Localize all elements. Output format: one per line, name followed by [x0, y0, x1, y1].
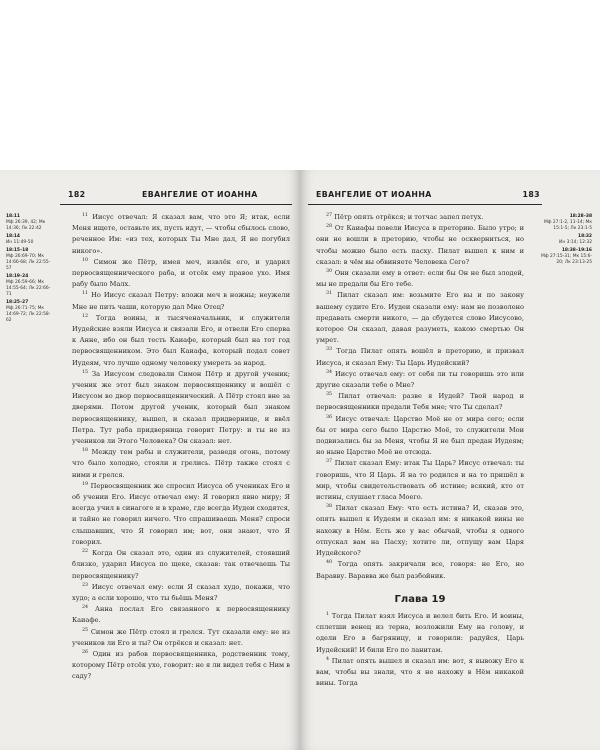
verse-paragraph: $^{19}$ Первосвященник же спросил Иисуса об учениках Его и об учении Его. Иисус отвечал ему: Я говорил явно миру; Я всегда учил в синагоге и в храме, где всегда Иудеи сходятся, и тайно не говорил ничего. Что спрашиваешь Меня? спроси слышавших, что Я говорил им; вот, они знают, что Я говорил. [72, 481, 290, 546]
right-main-text [316, 212, 524, 689]
margin-ref: 18:19–24 Мф 26:59-66; Мк 14:55-64; Лк 22:66-71 [6, 274, 51, 297]
verse-paragraph: $^1$ Тогда Пилат взял Иисуса и велел бить Его. И воины, сплетши венец из терна, возложили Ему на голову, и одели Его в багряницу, и говорили: радуйся, Царь Иудейский! И били Его по ланитам. [316, 611, 524, 654]
verse-paragraph: $^{24}$ Анна послал Его связанного к первосвященнику Каиафе. [72, 604, 290, 625]
right-header-rule [308, 204, 542, 205]
margin-ref: 18:25–27 Мф 26:71-75; Мк 14:69-72; Лк 22:58-62 [6, 300, 51, 323]
verse-paragraph: $^{15}$ За Иисусом следовали Симон Пётр и другой ученик; ученик же этот был знаком первосвященнику и вошёл с Иисусом во двор первосвященнический. А Пётр стоял вне за дверями. Потом другой ученик, который был знаком первосвященнику, вышел, и сказал придвернице, и ввёл Петра. Тут раба придверница говорит Петру: и ты не из учеников ли Этого Человека? Он сказал: нет. [72, 369, 290, 446]
margin-ref: 18:15–18 Мф 26:69-70; Мк 14:66-68; Лк 22:55-57 [6, 248, 51, 271]
verse-paragraph: $^{11}$ Но Иисус сказал Петру: вложи меч в ножны; неужели Мне не пить чаши, которую дал Мне Отец? [72, 291, 290, 311]
verse-paragraph: $^{18}$ Между тем рабы и служители, разведя огонь, потому что было холодно, стояли и грелись. Пётр также стоял с ними и грелся. [72, 448, 290, 479]
verse-paragraph: $^{38}$ Пилат сказал Ему: что есть истина? И, сказав это, опять вышел к Иудеям и сказал им: я никакой вины не нахожу в Нём. Есть же у вас обычай, чтобы я одного отпускал вам на Пасху; хотите ли, отпущу вам Царя Иудейского? [316, 504, 524, 558]
verse-paragraph: $^{40}$ Тогда опять закричали все, говоря: не Его, но Варавву. Варавва же был разбойник. [316, 560, 524, 580]
verse-paragraph: $^{31}$ Пилат сказал им: возьмите Его вы и по закону вашему судите Его. Иудеи сказали ему: нам не позволено предавать смерти никого, — да сбудется слово Иисусово, которое Он сказал, давая разуметь, какою смертью Он умрет. [316, 291, 524, 345]
right-running-title: ЕВАНГЕЛИЕ ОТ ИОАННА [316, 190, 432, 199]
verse-paragraph: $^{33}$ Тогда Пилат опять вошёл в преторию, и призвал Иисуса, и сказал Ему: Ты Царь Иудейский? [316, 347, 524, 367]
margin-ref: 18:14 Ин 11:49-50 [6, 234, 34, 245]
verse-paragraph: $^{28}$ От Каиафы повели Иисуса в преторию. Было утро; и они не вошли в преторию, чтобы не оскверниться, но чтобы можно было есть пасху. Пилат вышел к ним и сказал: в чём вы обвиняете Человека Сего? [316, 224, 524, 266]
margin-ref: 18:11 Мф 26:39, 42; Мк 14:36; Лк 22:42 [6, 214, 46, 231]
left-running-title: ЕВАНГЕЛИЕ ОТ ИОАННА [142, 190, 258, 199]
right-margin-references [536, 214, 592, 268]
right-page-number: 183 [522, 190, 540, 199]
verse-paragraph: $^{12}$ Тогда воины, и тысяченачальник, и служители Иудейские взяли Иисуса и связали Его, и отвели Его сперва к Анне, ибо он был тесть Каиафе, который был на тот год первосвященником. Это был Каиафа, который подал совет Иудеям, что лучше одному человеку умереть за народ. [72, 313, 290, 367]
verse-paragraph: $^{10}$ Симон же Пётр, имея меч, извлёк его, и ударил первосвященнического раба, и отсёк ему правое ухо. Имя рабу было Малх. [72, 257, 290, 289]
margin-ref: 18:38–19:16 Мф 27:15-31; Мк 15:6-20; Лк 23:13-25 [541, 248, 592, 265]
left-header-rule [60, 204, 292, 205]
left-page-header [68, 190, 292, 202]
verse-paragraph: $^{11}$ Иисус отвечал: Я сказал вам, что это Я; итак, если Меня ищете, оставьте их, пусть идут, — чтобы сбылось слово, реченное Им: «из тех, которых Ты Мне дал, Я не погубил никого». [72, 212, 290, 255]
verse-paragraph: $^{37}$ Пилат сказал Ему: итак Ты Царь? Иисус отвечал: ты говоришь, что Я Царь. Я на то родился и на то пришёл в мир, чтобы свидетельствовать об истине; всякий, кто от истины, слушает гласа Моего. [316, 459, 524, 502]
right-page-header [310, 190, 540, 202]
verse-paragraph: $^{26}$ Один из рабов первосвященника, родственник тому, которому Пётр отсёк ухо, говорит: не я ли видел тебя с Ним в саду? [72, 649, 290, 681]
verse-paragraph: $^{22}$ Когда Он сказал это, один из служителей, стоявший близко, ударил Иисуса по щеке, сказав: так отвечаешь Ты первосвященнику? [72, 548, 290, 580]
chapter-heading: Глава 19 [394, 593, 446, 605]
margin-ref: 18:32 Ин 3:14; 12:32 [559, 234, 592, 245]
left-main-text [72, 212, 290, 683]
left-page [0, 170, 300, 750]
verse-paragraph: $^{27}$ Пётр опять отрёкся; и тотчас запел петух. [326, 212, 484, 221]
right-page [300, 170, 600, 750]
left-page-number: 182 [68, 190, 86, 199]
verse-paragraph: $^{35}$ Пилат отвечал: разве я Иудей? Твой народ и первосвященники предали Тебя мне; что Ты сделал? [316, 392, 524, 412]
verse-paragraph: $^{25}$ Симон же Пётр стоял и грелся. Тут сказали ему: не из учеников ли Его и ты? Он отрёкся и сказал: нет. [72, 627, 290, 647]
verse-paragraph: $^{36}$ Иисус отвечал: Царство Моё не от мира сего; если бы от мира сего было Царство Моё, то служители Мои подвизались бы за Меня, чтобы Я не был предан Иудеям; но ныне Царство Моё не отсюда. [316, 414, 524, 457]
verse-paragraph: $^{34}$ Иисус отвечал ему: от себя ли ты говоришь это или другие сказали тебе о Мне? [316, 369, 524, 390]
left-margin-references [6, 214, 54, 326]
verse-paragraph: $^{30}$ Они сказали ему в ответ: если бы Он не был злодей, мы не предали бы Его тебе. [316, 268, 524, 289]
verse-paragraph: $^4$ Пилат опять вышел и сказал им: вот, я вывожу Его к вам, чтобы вы знали, что я не нахожу в Нём никакой вины. Тогда [316, 656, 524, 688]
margin-ref: 18:28–38 Мф 27:1-2, 11-14; Мк 15:1-5; Лк 23:1-5 [543, 214, 592, 231]
verse-paragraph: $^{23}$ Иисус отвечал ему: если Я сказал худо, покажи, что худо; а если хорошо, что ты бьёшь Меня? [72, 582, 290, 602]
